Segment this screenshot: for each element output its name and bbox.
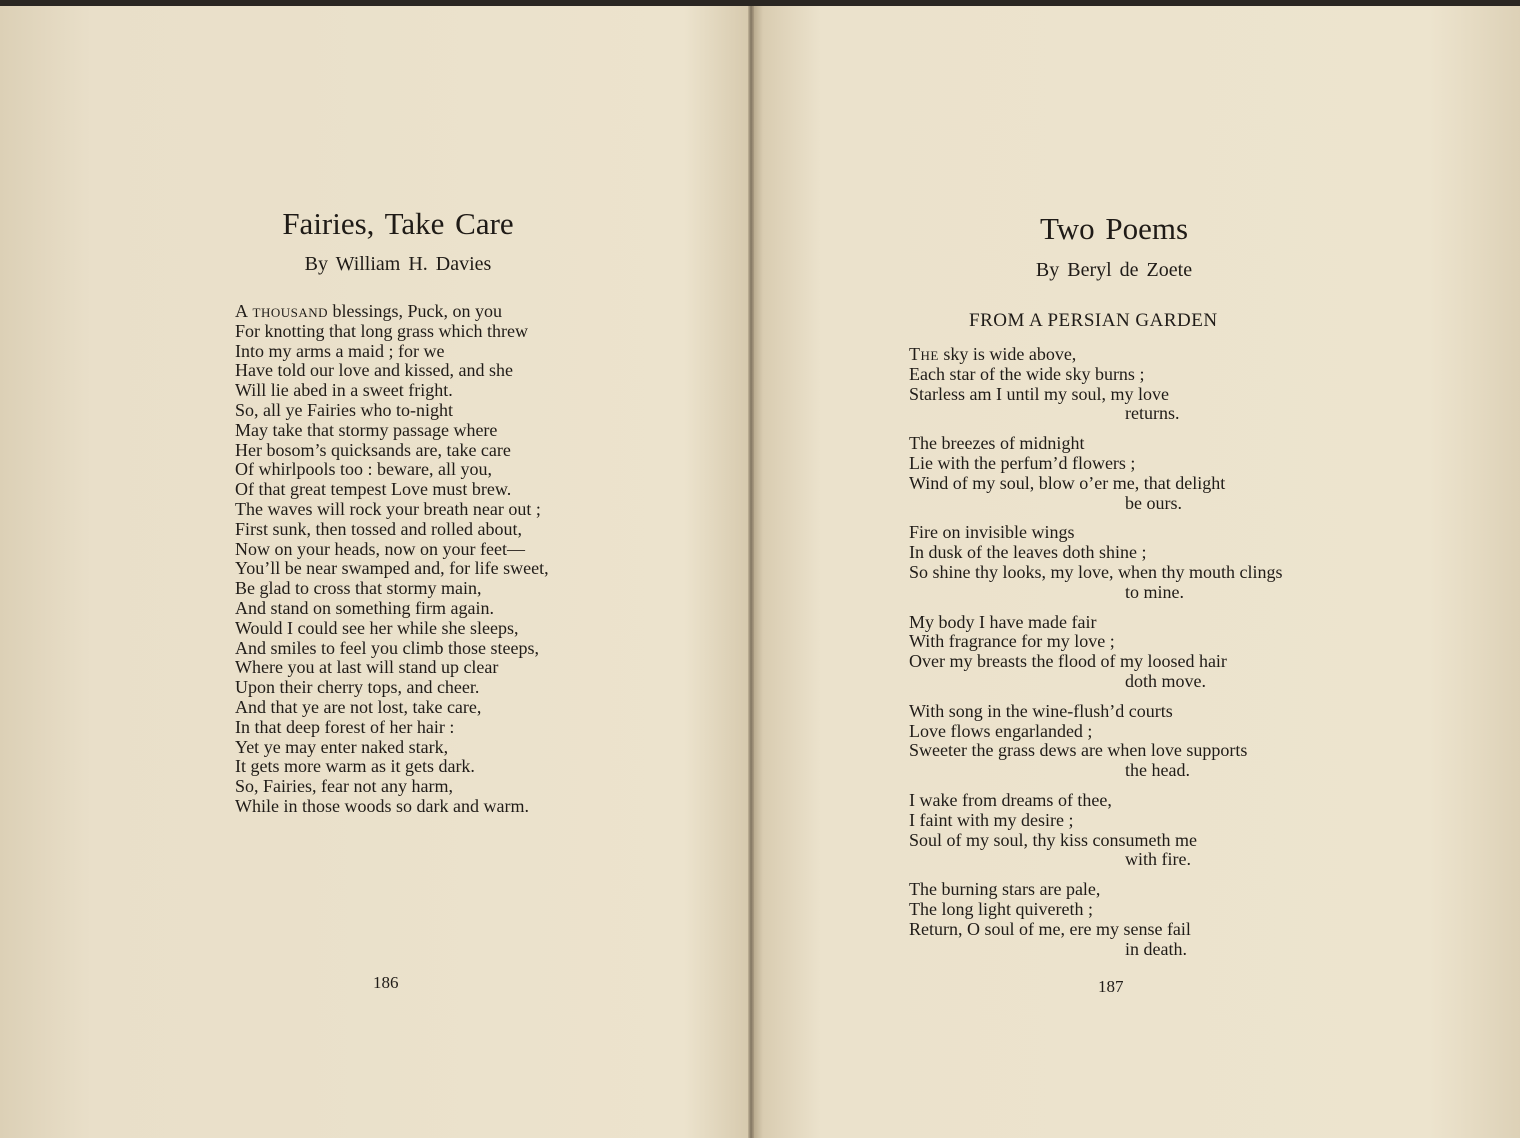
poem-line: Would I could see her while she sleeps,	[235, 617, 519, 638]
poem-line: So, all ye Fairies who to-night	[235, 399, 453, 420]
poem-body	[235, 302, 549, 817]
page-number: 186	[373, 973, 399, 992]
poem-line: Of that great tempest Love must brew.	[235, 479, 512, 500]
poem-line: While in those woods so dark and warm.	[235, 795, 529, 816]
poem-line	[235, 302, 549, 322]
poem-byline: By William H. Davies	[304, 253, 492, 275]
poem-line-continuation: in death.	[1125, 938, 1187, 959]
first-line-text: The breezes of midnight	[909, 433, 1085, 454]
poem-line: Love flows engarlanded ;	[909, 720, 1093, 741]
poem-line: And stand on something firm again.	[235, 597, 494, 618]
poem-line-continuation: the head.	[1125, 760, 1190, 781]
poem-line-continuation: doth move.	[1125, 670, 1206, 691]
poem-line: Over my breasts the flood of my loosed hair	[909, 651, 1227, 672]
book-spread	[0, 6, 1520, 1138]
stanza	[909, 523, 1283, 602]
poem-line	[909, 791, 1283, 811]
poem-line: Have told our love and kissed, and she	[235, 360, 513, 381]
poem-subheading: FROM A PERSIAN GARDEN	[969, 310, 1218, 331]
poem-line: The long light quivereth ;	[909, 898, 1093, 919]
stanza	[909, 613, 1283, 692]
poem-line	[909, 345, 1283, 365]
stanza	[909, 791, 1283, 870]
first-line-text: The burning stars are pale,	[909, 879, 1101, 900]
poem-line: And that ye are not lost, take care,	[235, 696, 482, 717]
poem-line: I faint with my desire ;	[909, 809, 1074, 830]
poem-line: May take that stormy passage where	[235, 419, 498, 440]
stanza	[909, 880, 1283, 959]
poem-line: In that deep forest of her hair :	[235, 716, 455, 737]
poem-line: Return, O soul of me, ere my sense fail	[909, 918, 1191, 939]
poem-line	[909, 613, 1283, 633]
poem-line: So, Fairies, fear not any harm,	[235, 776, 453, 797]
poem-line	[909, 880, 1283, 900]
poem-line: Will lie abed in a sweet fright.	[235, 380, 453, 401]
poem-byline: By Beryl de Zoete	[1035, 259, 1193, 281]
first-line-text: With song in the wine-flush’d courts	[909, 700, 1173, 721]
poem-line-continuation: with fire.	[1125, 849, 1191, 870]
poem-line: In dusk of the leaves doth shine ;	[909, 542, 1147, 563]
stanza	[909, 434, 1283, 513]
poem-line: Each star of the wide sky burns ;	[909, 363, 1145, 384]
poem-line: First sunk, then tossed and rolled about,	[235, 518, 522, 539]
poem-line: And smiles to feel you climb those steeps,	[235, 637, 539, 658]
right-page	[752, 6, 1520, 1138]
poem-line-continuation: returns.	[1125, 403, 1180, 424]
poem-line: Of whirlpools too : beware, all you,	[235, 459, 492, 480]
first-line-text: sky is wide above,	[938, 344, 1077, 364]
drop-smallcaps: The	[909, 344, 939, 364]
poem-line: Starless am I until my soul, my love	[909, 383, 1169, 404]
poem-line: Yet ye may enter naked stark,	[235, 736, 449, 757]
stanza	[909, 702, 1283, 781]
poem-line	[909, 702, 1283, 722]
poem-line: Now on your heads, now on your feet—	[235, 538, 525, 559]
poem-line-continuation: be ours.	[1125, 492, 1182, 513]
first-line-text: My body I have made fair	[909, 611, 1097, 632]
poem-title: Two Poems	[1039, 211, 1189, 246]
poem-line: Where you at last will stand up clear	[235, 657, 499, 678]
poem-line	[909, 434, 1283, 454]
poem-line: For knotting that long grass which threw	[235, 320, 528, 341]
poem-line: Into my arms a maid ; for we	[235, 340, 445, 361]
poem-line: It gets more warm as it gets dark.	[235, 756, 475, 777]
poem-line: The waves will rock your breath near out ;	[235, 498, 541, 519]
poem-line: Her bosom’s quicksands are, take care	[235, 439, 511, 460]
poem-line: So shine thy looks, my love, when thy mouth clings	[909, 561, 1283, 582]
poem-line: Upon their cherry tops, and cheer.	[235, 677, 480, 698]
drop-smallcaps: A thousand	[235, 301, 329, 321]
poem-line-continuation: to mine.	[1125, 581, 1184, 602]
poem-line: Wind of my soul, blow o’er me, that delight	[909, 472, 1226, 493]
first-line-text: Fire on invisible wings	[909, 522, 1075, 543]
poem-line	[909, 523, 1283, 543]
poem-line: Lie with the perfum’d flowers ;	[909, 452, 1136, 473]
poem-line: Soul of my soul, thy kiss consumeth me	[909, 829, 1197, 850]
page-number: 187	[1098, 977, 1124, 996]
poem-title: Fairies, Take Care	[282, 206, 514, 241]
poem-line: Sweeter the grass dews are when love supports	[909, 740, 1248, 761]
first-line-text: blessings, Puck, on you	[328, 301, 503, 321]
poem-line: With fragrance for my love ;	[909, 631, 1115, 652]
first-line-text: I wake from dreams of thee,	[909, 789, 1112, 810]
poem-body	[909, 345, 1283, 969]
stanza	[909, 345, 1283, 424]
poem-line: You’ll be near swamped and, for life sweet,	[235, 558, 549, 579]
left-page	[0, 6, 752, 1138]
poem-line: Be glad to cross that stormy main,	[235, 578, 482, 599]
